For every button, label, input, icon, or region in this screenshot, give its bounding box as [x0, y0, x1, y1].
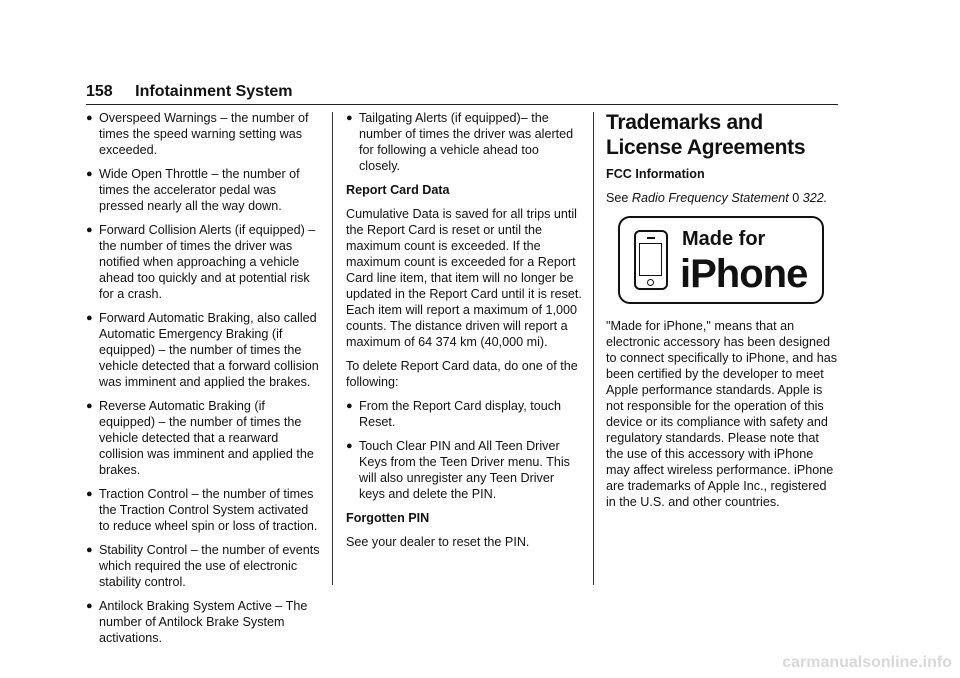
trademarks-title: Trademarks and License Agreements — [606, 111, 806, 159]
iphone-icon — [634, 230, 668, 290]
list-item: ● Stability Control – the number of events which required the use of electronic stability control. — [86, 543, 320, 589]
report-card-heading: Report Card Data — [346, 183, 450, 197]
forgotten-pin-text: See your dealer to reset the PIN. — [346, 535, 530, 549]
column-1 — [86, 110, 322, 654]
column-divider — [593, 112, 594, 585]
made-for-iphone-logo — [618, 216, 824, 304]
fcc-heading: FCC Information — [606, 167, 705, 181]
fcc-reference: See Radio Frequency Statement 0 322. — [606, 191, 828, 205]
bullet-icon: ● — [86, 112, 93, 124]
list-item: ● Overspeed Warnings – the number of times the speed warning setting was exceeded. — [86, 111, 309, 157]
delete-intro: To delete Report Card data, do one of the following: — [346, 359, 578, 389]
bullet-icon: ● — [86, 400, 93, 412]
column-3 — [606, 110, 838, 518]
page-ref-number: 322. — [802, 191, 828, 205]
bullet-icon: ● — [86, 600, 93, 612]
bullet-icon: ● — [346, 440, 353, 452]
radio-frequency-link[interactable]: Radio Frequency Statement — [631, 191, 789, 205]
report-card-item-list — [86, 110, 322, 646]
bullet-icon: ● — [86, 488, 93, 500]
forgotten-pin-heading: Forgotten PIN — [346, 511, 430, 525]
page-header — [86, 82, 838, 105]
tailgating-list — [346, 110, 582, 174]
column-2 — [346, 110, 582, 558]
logo-iphone-text: iPhone — [680, 252, 808, 296]
report-card-text: Cumulative Data is saved for all trips until the Report Card is reset or until the maximum count is exceeded. If the maximum count is exceeded for a Report Card line item, that item will no longer be updated in the Report Card until it is reset. Each item will report a maximum of 1,000 counts. The distance driven will report a maximum of 64 374 km (40,000 mi). — [346, 207, 582, 349]
list-item: ● Reverse Automatic Braking (if equipped) – the number of times the vehicle detected that a rearward collision was imminent and applied the brakes. — [86, 399, 314, 477]
column-divider — [332, 112, 333, 585]
watermark: carmanualsonline.info — [782, 654, 952, 671]
list-item: ● Forward Automatic Braking, also called Automatic Emergency Braking (if equipped) – the number of times the vehicle detected that a forward collision was imminent and applied the brakes. — [86, 311, 319, 389]
bullet-icon: ● — [86, 224, 93, 236]
bullet-icon: ● — [346, 400, 353, 412]
list-item: ● Wide Open Throttle – the number of times the accelerator pedal was pressed nearly all the way down. — [86, 167, 300, 213]
page-ref-arrow-icon: 0 — [792, 191, 800, 205]
delete-steps-list — [346, 398, 582, 502]
list-item: ● Forward Collision Alerts (if equipped) – the number of times the driver was notified when approaching a vehicle ahead too quickly and at potential risk for a crash. — [86, 223, 316, 301]
bullet-icon: ● — [346, 112, 353, 124]
bullet-icon: ● — [86, 312, 93, 324]
list-item: ● Antilock Braking System Active – The number of Antilock Brake System activations. — [86, 599, 308, 645]
bullet-icon: ● — [86, 168, 93, 180]
bullet-icon: ● — [86, 544, 93, 556]
list-item: ● Tailgating Alerts (if equipped)– the number of times the driver was alerted for following a vehicle ahead too closely. — [346, 111, 574, 173]
section-title: Infotainment System — [135, 83, 293, 100]
list-item: ● Traction Control – the number of times the Traction Control System activated to reduce wheel spin or loss of traction. — [86, 487, 318, 533]
page-number: 158 — [86, 83, 113, 100]
logo-made-for-text: Made for — [682, 228, 766, 250]
list-item: ● From the Report Card display, touch Reset. — [346, 399, 562, 429]
iphone-description: "Made for iPhone," means that an electronic accessory has been designed to connect specifically to iPhone, and has been certified by the developer to meet Apple performance standards. Apple is not responsible for the operation of this device or its compliance with safety and regulatory standards. Please note that the use of this accessory with iPhone may affect wireless performance. iPhone are trademarks of Apple Inc., registered in the U.S. and other countries. — [606, 319, 838, 509]
list-item: ● Touch Clear PIN and All Teen Driver Keys from the Teen Driver menu. This will also unregister any Teen Driver keys and delete the PIN. — [346, 439, 570, 501]
